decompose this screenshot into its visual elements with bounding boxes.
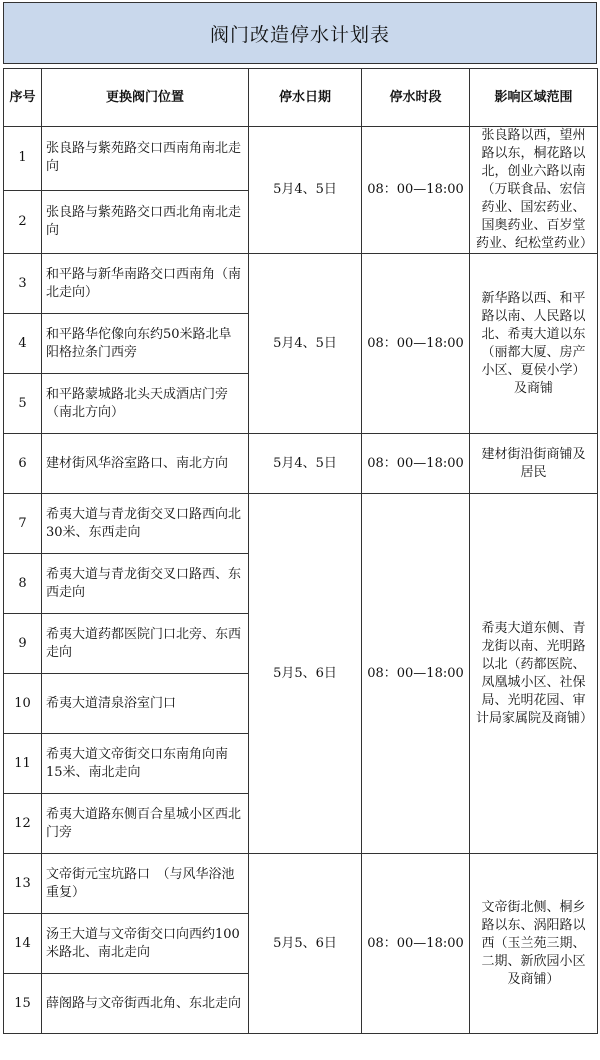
row-number: 12	[4, 794, 42, 854]
outage-time: 08：00—18:00	[362, 494, 470, 854]
table-row	[4, 254, 598, 314]
outage-time: 08：00—18:00	[362, 434, 470, 494]
outage-date: 5月4、5日	[249, 254, 362, 434]
valve-location: 张良路与紫苑路交口西南角南北走向	[42, 127, 249, 191]
valve-location: 张良路与紫苑路交口西北角南北走向	[42, 190, 249, 254]
outage-date: 5月5、6日	[249, 854, 362, 1034]
valve-location: 和平路蒙城路北头天成酒店门旁（南北方向）	[42, 374, 249, 434]
valve-location: 建材街风华浴室路口、南北方向	[42, 434, 249, 494]
valve-location: 薛阁路与文帝街西北角、东北走向	[42, 974, 249, 1034]
outage-time: 08：00—18:00	[362, 854, 470, 1034]
header-time: 停水时段	[362, 69, 470, 127]
table-row	[4, 434, 598, 494]
row-number: 7	[4, 494, 42, 554]
outage-date: 5月5、6日	[249, 494, 362, 854]
valve-location: 希夷大道清泉浴室门口	[42, 674, 249, 734]
row-number: 5	[4, 374, 42, 434]
row-number: 15	[4, 974, 42, 1034]
row-number: 4	[4, 314, 42, 374]
row-number: 13	[4, 854, 42, 914]
row-number: 9	[4, 614, 42, 674]
outage-date: 5月4、5日	[249, 127, 362, 254]
row-number: 6	[4, 434, 42, 494]
row-number: 14	[4, 914, 42, 974]
header-area: 影响区域范围	[470, 69, 598, 127]
valve-location: 希夷大道与青龙街交叉口路西、东西走向	[42, 554, 249, 614]
affected-area: 张良路以西，望州路以东，桐花路以北，创业六路以南（万联食品、宏信药业、国宏药业、国奥药业、百岁堂药业、纪松堂药业）	[470, 127, 598, 254]
affected-area: 新华路以西、和平路以南、人民路以北、希夷大道以东（丽都大厦、房产小区、夏侯小学）及商铺	[470, 254, 598, 434]
header-no: 序号	[4, 69, 42, 127]
valve-location: 和平路与新华南路交口西南角（南北走向）	[42, 254, 249, 314]
row-number: 10	[4, 674, 42, 734]
water-outage-sheet	[3, 2, 597, 1034]
sheet-title: 阀门改造停水计划表	[3, 2, 597, 64]
affected-area: 希夷大道东侧、青龙街以南、光明路以北（药都医院、凤凰城小区、社保局、光明花园、审计局家属院及商铺）	[470, 494, 598, 854]
outage-time: 08：00—18:00	[362, 254, 470, 434]
header-row	[4, 69, 598, 127]
table-row	[4, 127, 598, 191]
row-number: 3	[4, 254, 42, 314]
valve-location: 希夷大道与青龙街交叉口路西向北30米、东西走向	[42, 494, 249, 554]
outage-table	[3, 68, 598, 1034]
table-row	[4, 494, 598, 554]
row-number: 8	[4, 554, 42, 614]
valve-location: 希夷大道文帝街交口东南角向南15米、南北走向	[42, 734, 249, 794]
valve-location: 希夷大道路东侧百合星城小区西北门旁	[42, 794, 249, 854]
table-row	[4, 854, 598, 914]
outage-date: 5月4、5日	[249, 434, 362, 494]
row-number: 2	[4, 190, 42, 254]
outage-time: 08：00—18:00	[362, 127, 470, 254]
affected-area: 建材街沿街商铺及居民	[470, 434, 598, 494]
header-date: 停水日期	[249, 69, 362, 127]
valve-location: 希夷大道药都医院门口北旁、东西走向	[42, 614, 249, 674]
valve-location: 文帝街元宝坑路口 （与风华浴池重复）	[42, 854, 249, 914]
valve-location: 汤王大道与文帝街交口向西约100米路北、南北走向	[42, 914, 249, 974]
header-location: 更换阀门位置	[42, 69, 249, 127]
row-number: 11	[4, 734, 42, 794]
affected-area: 文帝街北侧、桐乡路以东、涡阳路以西（玉兰苑三期、二期、新欣园小区及商铺）	[470, 854, 598, 1034]
row-number: 1	[4, 127, 42, 191]
valve-location: 和平路华佗像向东约50米路北阜阳格拉条门西旁	[42, 314, 249, 374]
